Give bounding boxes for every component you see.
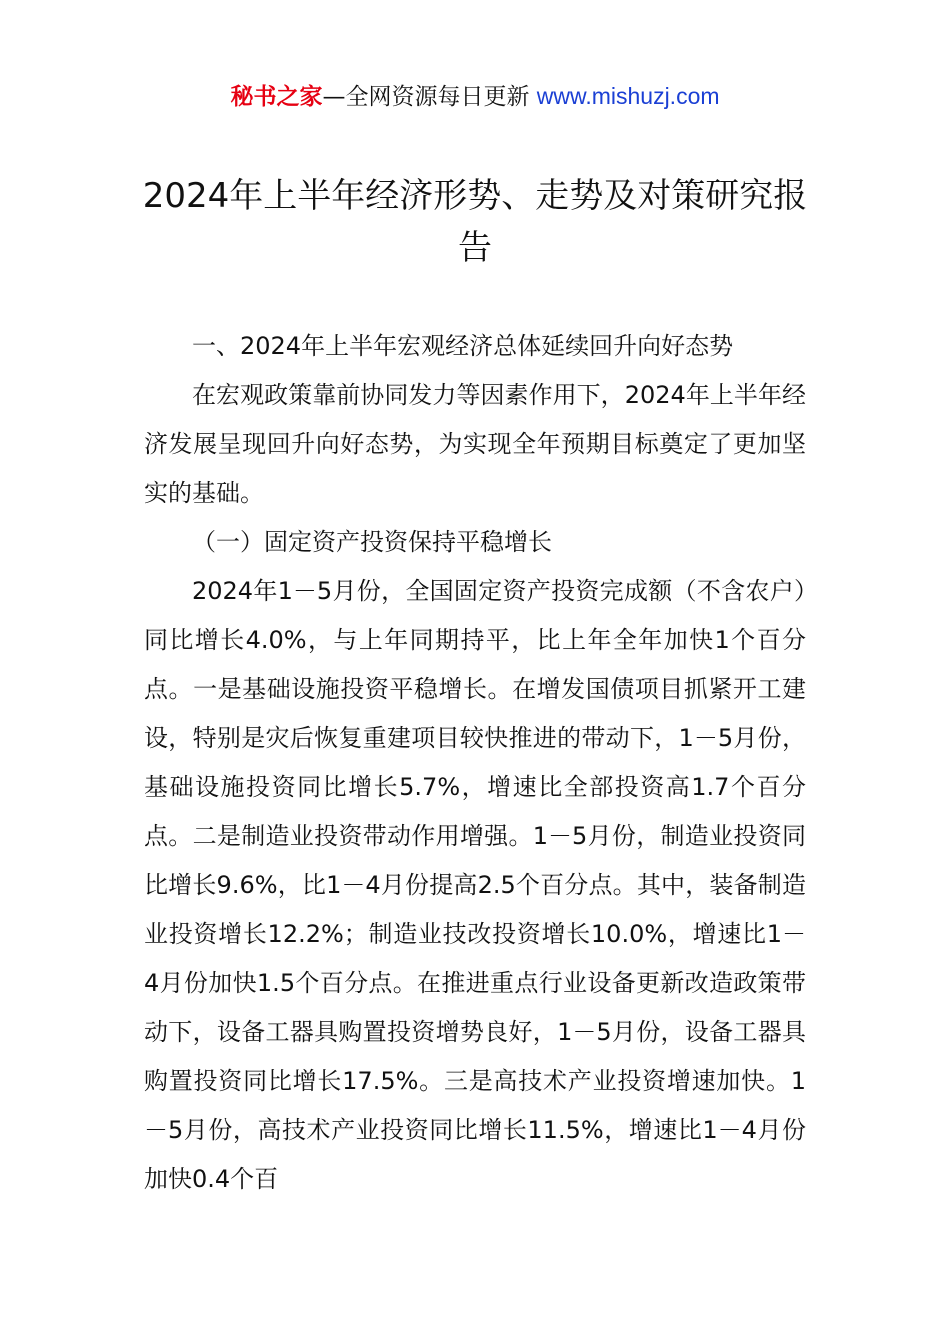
document-title: 2024年上半年经济形势、走势及对策研究报告: [142, 176, 808, 268]
site-header: [0, 80, 950, 113]
header-tagline: —全网资源每日更新: [322, 84, 530, 110]
document-body: [144, 322, 806, 1204]
subsection-body-paragraph: 2024年1－5月份，全国固定资产投资完成额（不含农户）同比增长4.0%，与上年同期持平，比上年全年加快1个百分点。一是基础设施投资平稳增长。在增发国债项目抓紧开工建设，特别是灾后恢复重建项目较快推进的带动下，1－5月份，基础设施投资同比增长5.7%，增速比全部投资高1.7个百分点。二是制造业投资带动作用增强。1－5月份，制造业投资同比增长9.6%，比1－4月份提高2.5个百分点。其中，装备制造业投资增长12.2%；制造业技改投资增长10.0%，增速比1－4月份加快1.5个百分点。在推进重点行业设备更新改造政策带动下，设备工器具购置投资增势良好，1－5月份，设备工器具购置投资同比增长17.5%。三是高技术产业投资增速加快。1－5月份，高技术产业投资同比增长11.5%，增速比1－4月份加快0.4个百: [144, 577, 806, 1193]
brand-name: 秘书之家: [230, 84, 323, 110]
subsection-heading: （一）固定资产投资保持平稳增长: [192, 528, 552, 556]
section-heading: 一、2024年上半年宏观经济总体延续回升向好态势: [192, 332, 734, 360]
section-intro-paragraph: 在宏观政策靠前协同发力等因素作用下，2024年上半年经济发展呈现回升向好态势，为实现全年预期目标奠定了更加坚实的基础。: [144, 381, 806, 507]
site-url-link[interactable]: www.mishuzj.com: [536, 83, 720, 109]
